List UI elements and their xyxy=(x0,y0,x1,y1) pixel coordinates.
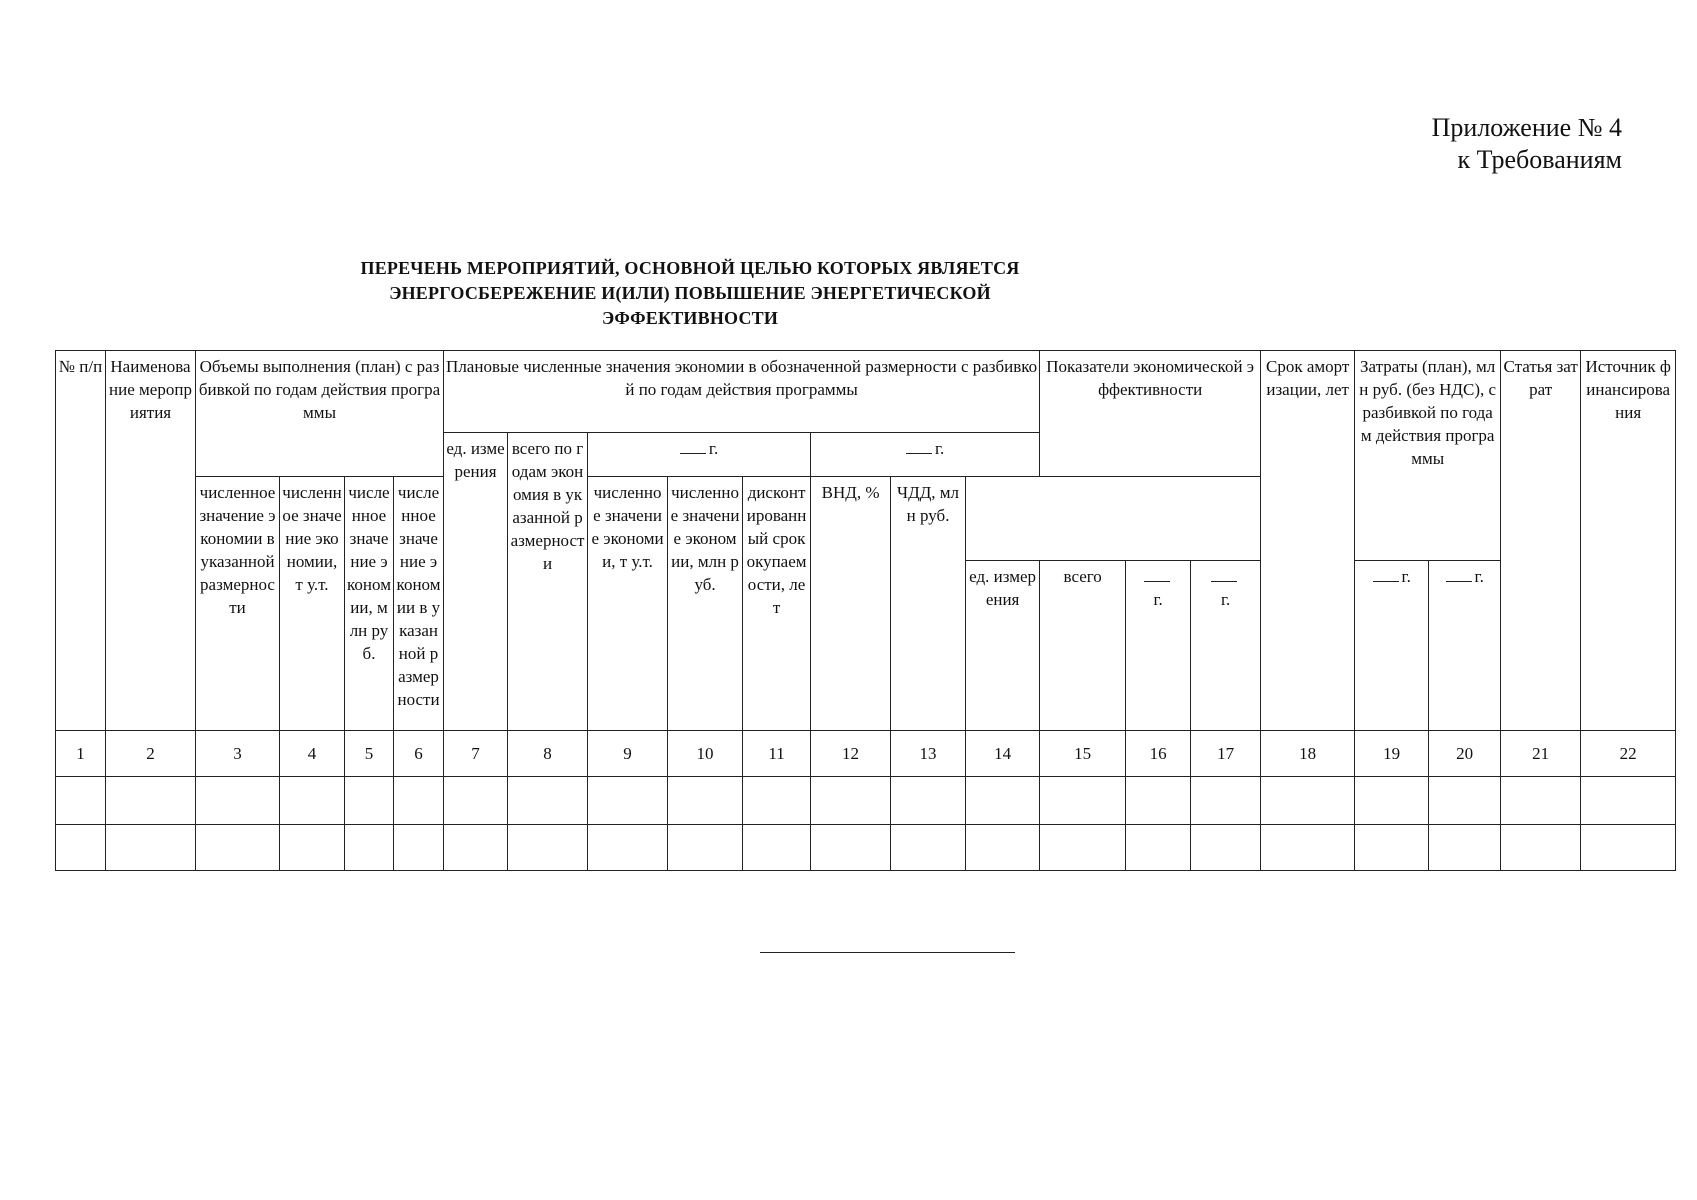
header-tut-b: численное значение экономии, т у.т. xyxy=(588,477,668,731)
table-cell xyxy=(966,825,1040,871)
header-savings-year-a: г. xyxy=(588,433,811,477)
table-cell xyxy=(811,777,891,825)
header-cost-article: Статья затрат xyxy=(1501,351,1581,731)
title-line-1: ПЕРЕЧЕНЬ МЕРОПРИЯТИЙ, ОСНОВНОЙ ЦЕЛЬЮ КОТОРЫХ ЯВЛЯЕТСЯ xyxy=(360,258,1020,278)
table-cell xyxy=(1040,777,1126,825)
column-number: 19 xyxy=(1355,731,1429,777)
table-cell xyxy=(56,777,106,825)
table-cell xyxy=(1581,777,1676,825)
table-cell xyxy=(106,777,196,825)
column-number: 7 xyxy=(444,731,508,777)
header-savings-unit: ед. измерения xyxy=(444,433,508,731)
column-number: 5 xyxy=(345,731,394,777)
table-cell xyxy=(891,777,966,825)
column-number-row xyxy=(56,731,1676,777)
year-blank xyxy=(680,439,706,454)
title-line-2: ЭНЕРГОСБЕРЕЖЕНИЕ И(ИЛИ) ПОВЫШЕНИЕ ЭНЕРГЕТИЧЕСКОЙ xyxy=(389,283,991,303)
header-no: № п/п xyxy=(56,351,106,731)
header-costs-year-b: г. xyxy=(1429,561,1501,731)
appendix-reference: к Требованиям xyxy=(1457,145,1622,174)
header-discounted-payback: дисконтированный срок окупаемости, лет xyxy=(743,477,811,731)
table-cell xyxy=(106,825,196,871)
table-cell xyxy=(1126,777,1191,825)
table-cell xyxy=(1501,825,1581,871)
header-volumes-unit: ед. измерения xyxy=(966,561,1040,731)
year-blank xyxy=(1373,567,1399,582)
header-numeric-b: численное значение экономии в указанной размерности xyxy=(394,477,444,731)
year-blank xyxy=(906,439,932,454)
table-cell xyxy=(1581,825,1676,871)
header-volumes: Объемы выполнения (план) с разбивкой по годам действия программы xyxy=(196,351,444,477)
table-cell xyxy=(811,825,891,871)
column-number: 17 xyxy=(1191,731,1261,777)
table-cell xyxy=(743,777,811,825)
column-number: 11 xyxy=(743,731,811,777)
table-cell xyxy=(743,825,811,871)
header-rub-a: численное значение экономии, млн руб. xyxy=(345,477,394,731)
table-cell xyxy=(444,777,508,825)
header-rub-b: численное значение экономии, млн руб. xyxy=(668,477,743,731)
column-number: 4 xyxy=(280,731,345,777)
table-cell xyxy=(1501,777,1581,825)
table-cell xyxy=(1429,777,1501,825)
header-costs: Затраты (план), млн руб. (без НДС), с разбивкой по годам действия программы xyxy=(1355,351,1501,561)
header-economic: Показатели экономической эффективности xyxy=(1040,351,1261,477)
column-number: 18 xyxy=(1261,731,1355,777)
column-number: 16 xyxy=(1126,731,1191,777)
table-cell xyxy=(280,777,345,825)
header-volumes-total: всего xyxy=(1040,561,1126,731)
table-cell xyxy=(196,777,280,825)
table-cell xyxy=(444,825,508,871)
table-cell xyxy=(345,777,394,825)
column-number: 22 xyxy=(1581,731,1676,777)
column-number: 14 xyxy=(966,731,1040,777)
column-number: 1 xyxy=(56,731,106,777)
title-line-3: ЭФФЕКТИВНОСТИ xyxy=(601,308,779,328)
table-cell xyxy=(1191,825,1261,871)
header-numeric-a: численное значение экономии в указанной размерности xyxy=(196,477,280,731)
column-number: 21 xyxy=(1501,731,1581,777)
header-tut-a: численное значение экономии, т у.т. xyxy=(280,477,345,731)
header-volumes-year-b: г. xyxy=(1191,561,1261,731)
appendix-number: Приложение № 4 xyxy=(1431,113,1622,142)
table-cell xyxy=(56,825,106,871)
header-name: Наименование мероприятия xyxy=(106,351,196,731)
year-blank xyxy=(1211,567,1237,582)
year-blank xyxy=(1446,567,1472,582)
table-row xyxy=(56,825,1676,871)
table-cell xyxy=(345,825,394,871)
column-number: 10 xyxy=(668,731,743,777)
header-irr: ВНД, % xyxy=(811,477,891,731)
header-savings-total: всего по годам экономия в указанной размерности xyxy=(508,433,588,731)
table-cell xyxy=(394,825,444,871)
header-funding-source: Источник финансирования xyxy=(1581,351,1676,731)
document-title xyxy=(0,256,1380,331)
column-number: 13 xyxy=(891,731,966,777)
table-cell xyxy=(588,777,668,825)
column-number: 20 xyxy=(1429,731,1501,777)
column-number: 15 xyxy=(1040,731,1126,777)
table-cell xyxy=(1261,825,1355,871)
table-cell xyxy=(1040,825,1126,871)
table-cell xyxy=(1355,777,1429,825)
table-cell xyxy=(196,825,280,871)
header-npv: ЧДД, млн руб. xyxy=(891,477,966,731)
closing-divider-line xyxy=(760,952,1015,953)
table-cell xyxy=(588,825,668,871)
column-number: 6 xyxy=(394,731,444,777)
table-cell xyxy=(668,825,743,871)
column-number: 3 xyxy=(196,731,280,777)
table-cell xyxy=(394,777,444,825)
table-cell xyxy=(1126,825,1191,871)
header-savings-year-b: г. xyxy=(811,433,1040,477)
appendix-label xyxy=(1432,112,1622,176)
table-cell xyxy=(1261,777,1355,825)
table-cell xyxy=(1191,777,1261,825)
header-amortization: Срок амортизации, лет xyxy=(1261,351,1355,731)
table-cell xyxy=(1429,825,1501,871)
table-cell xyxy=(966,777,1040,825)
table-cell xyxy=(508,777,588,825)
header-savings: Плановые численные значения экономии в обозначенной размерности с разбивкой по годам действия программы xyxy=(444,351,1040,433)
column-number: 2 xyxy=(106,731,196,777)
column-number: 12 xyxy=(811,731,891,777)
header-volumes-year-a: г. xyxy=(1126,561,1191,731)
table-cell xyxy=(508,825,588,871)
measures-table xyxy=(55,350,1676,871)
column-number: 8 xyxy=(508,731,588,777)
column-number: 9 xyxy=(588,731,668,777)
table-cell xyxy=(891,825,966,871)
header-costs-year-a: г. xyxy=(1355,561,1429,731)
table-cell xyxy=(668,777,743,825)
table-row xyxy=(56,777,1676,825)
table-cell xyxy=(280,825,345,871)
year-blank xyxy=(1144,567,1170,582)
table-cell xyxy=(1355,825,1429,871)
